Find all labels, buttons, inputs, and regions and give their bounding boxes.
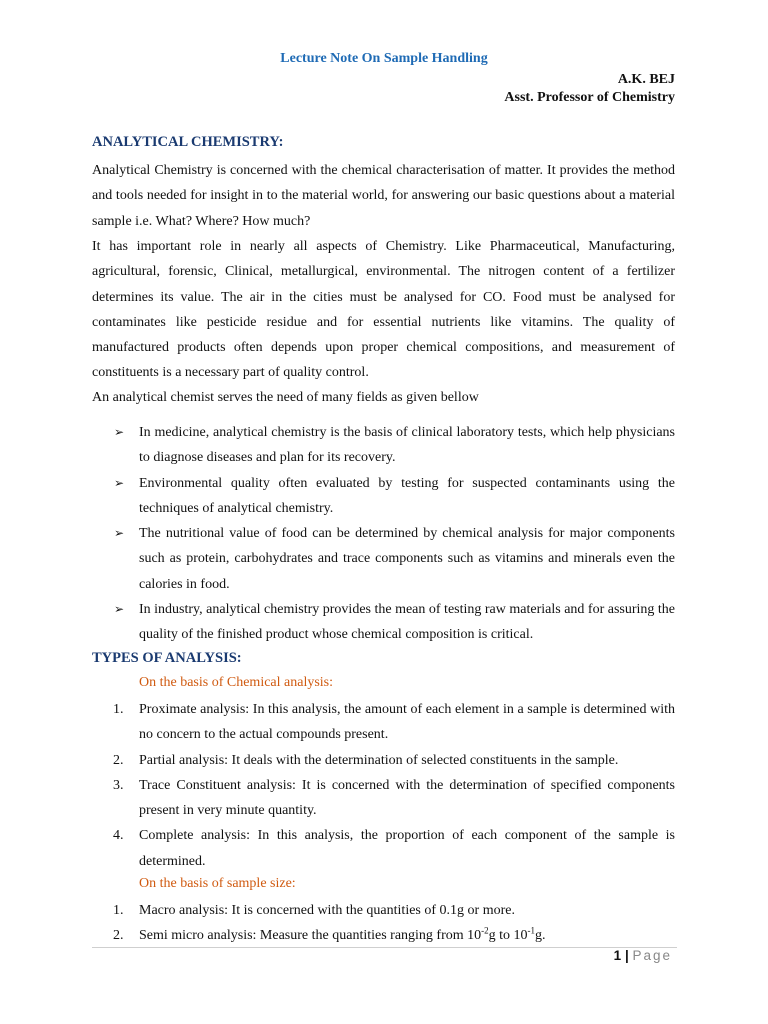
- section-heading-analytical-chemistry: ANALYTICAL CHEMISTRY:: [92, 134, 284, 150]
- exponent: -1: [527, 925, 536, 936]
- list-item: [92, 823, 675, 874]
- text-segment: g to 10: [488, 928, 528, 944]
- list-text: [139, 925, 546, 944]
- fields-intro-paragraph: An analytical chemist serves the need of many fields as given bellow: [92, 390, 479, 405]
- text-segment: Semi micro analysis: Measure the quantities ranging from 10: [139, 928, 482, 944]
- list-item: [92, 420, 675, 471]
- intro-paragraph: Analytical Chemistry is concerned with the chemical characterisation of matter. It provides the method and tools needed for insight in to the material world, for answering our basic questions about a material sample i.e. What? Where? How much?: [92, 163, 675, 229]
- page-footer: [614, 948, 672, 963]
- fields-bullet-list: [92, 420, 675, 648]
- author-name: A.K. BEJ: [617, 72, 675, 87]
- page-number: 1: [613, 948, 622, 963]
- list-item: [92, 471, 675, 522]
- list-item: [92, 748, 675, 773]
- arrow-bullet-icon: ➢: [114, 425, 125, 439]
- chemical-analysis-list: [92, 697, 675, 874]
- subheading-chemical-analysis: On the basis of Chemical analysis:: [139, 675, 334, 690]
- list-item: [92, 697, 675, 748]
- list-item: [92, 923, 675, 948]
- list-text: Partial analysis: It deals with the determination of selected constituents in the sample.: [139, 752, 619, 768]
- exponent: -2: [481, 925, 489, 936]
- arrow-bullet-icon: ➢: [114, 602, 125, 617]
- importance-paragraph: It has important role in nearly all aspects of Chemistry. Like Pharmaceutical, Manufacturing, agricultural, forensic, Clinical, metallurgical, environmental. The nitrogen content of a fertilizer determines its value. The air in the cities must be analysed for CO. Food must be analysed for contaminates like pesticide residue and for essential nutrients like vitamins. The quality of manufactured products often depends upon proper chemical compositions, and measurement of constituents is a necessary part of quality control.: [92, 239, 675, 381]
- text-segment: g.: [535, 928, 546, 944]
- list-text: Macro analysis: It is concerned with the quantities of 0.1g or more.: [139, 903, 515, 918]
- document-title: Lecture Note On Sample Handling: [280, 51, 488, 66]
- list-item: [92, 773, 675, 824]
- list-item: [92, 521, 675, 597]
- page-label: Page: [632, 948, 672, 963]
- list-number: 2.: [113, 928, 124, 944]
- list-item: [92, 898, 675, 923]
- list-item: [92, 597, 675, 648]
- bullet-text: The nutritional value of food can be determined by chemical analysis for major components such as protein, carbohydrates and trace components such as vitamins and minerals even the calories in food.: [139, 526, 675, 592]
- arrow-bullet-icon: ➢: [114, 475, 125, 490]
- bullet-text: Environmental quality often evaluated by testing for suspected contaminants using the techniques of analytical chemistry.: [139, 475, 675, 516]
- subheading-sample-size: On the basis of sample size:: [139, 876, 296, 891]
- bullet-text: In industry, analytical chemistry provides the mean of testing raw materials and for assuring the quality of the finished product whose chemical composition is critical.: [139, 602, 675, 643]
- footer-divider: [92, 947, 677, 948]
- bullet-text: In medicine, analytical chemistry is the basis of clinical laboratory tests, which help physicians to diagnose diseases and plan for its recovery.: [139, 425, 675, 466]
- list-text: Proximate analysis: In this analysis, the amount of each element in a sample is determined with no concern to the actual compounds present.: [139, 702, 675, 743]
- list-number: 1.: [113, 702, 124, 717]
- arrow-bullet-icon: ➢: [114, 526, 125, 541]
- list-number: 3.: [113, 777, 124, 793]
- list-text: Trace Constituent analysis: It is concerned with the determination of specified components present in very minute quantity.: [139, 777, 675, 819]
- list-text: Complete analysis: In this analysis, the proportion of each component of the sample is determined.: [139, 828, 675, 869]
- footer-separator: |: [621, 948, 633, 963]
- sample-size-list: [92, 898, 675, 949]
- list-number: 1.: [113, 903, 124, 918]
- list-number: 2.: [113, 752, 124, 768]
- list-number: 4.: [113, 828, 124, 844]
- section-heading-types-of-analysis: TYPES OF ANALYSIS:: [92, 650, 242, 666]
- author-designation: Asst. Professor of Chemistry: [504, 90, 675, 105]
